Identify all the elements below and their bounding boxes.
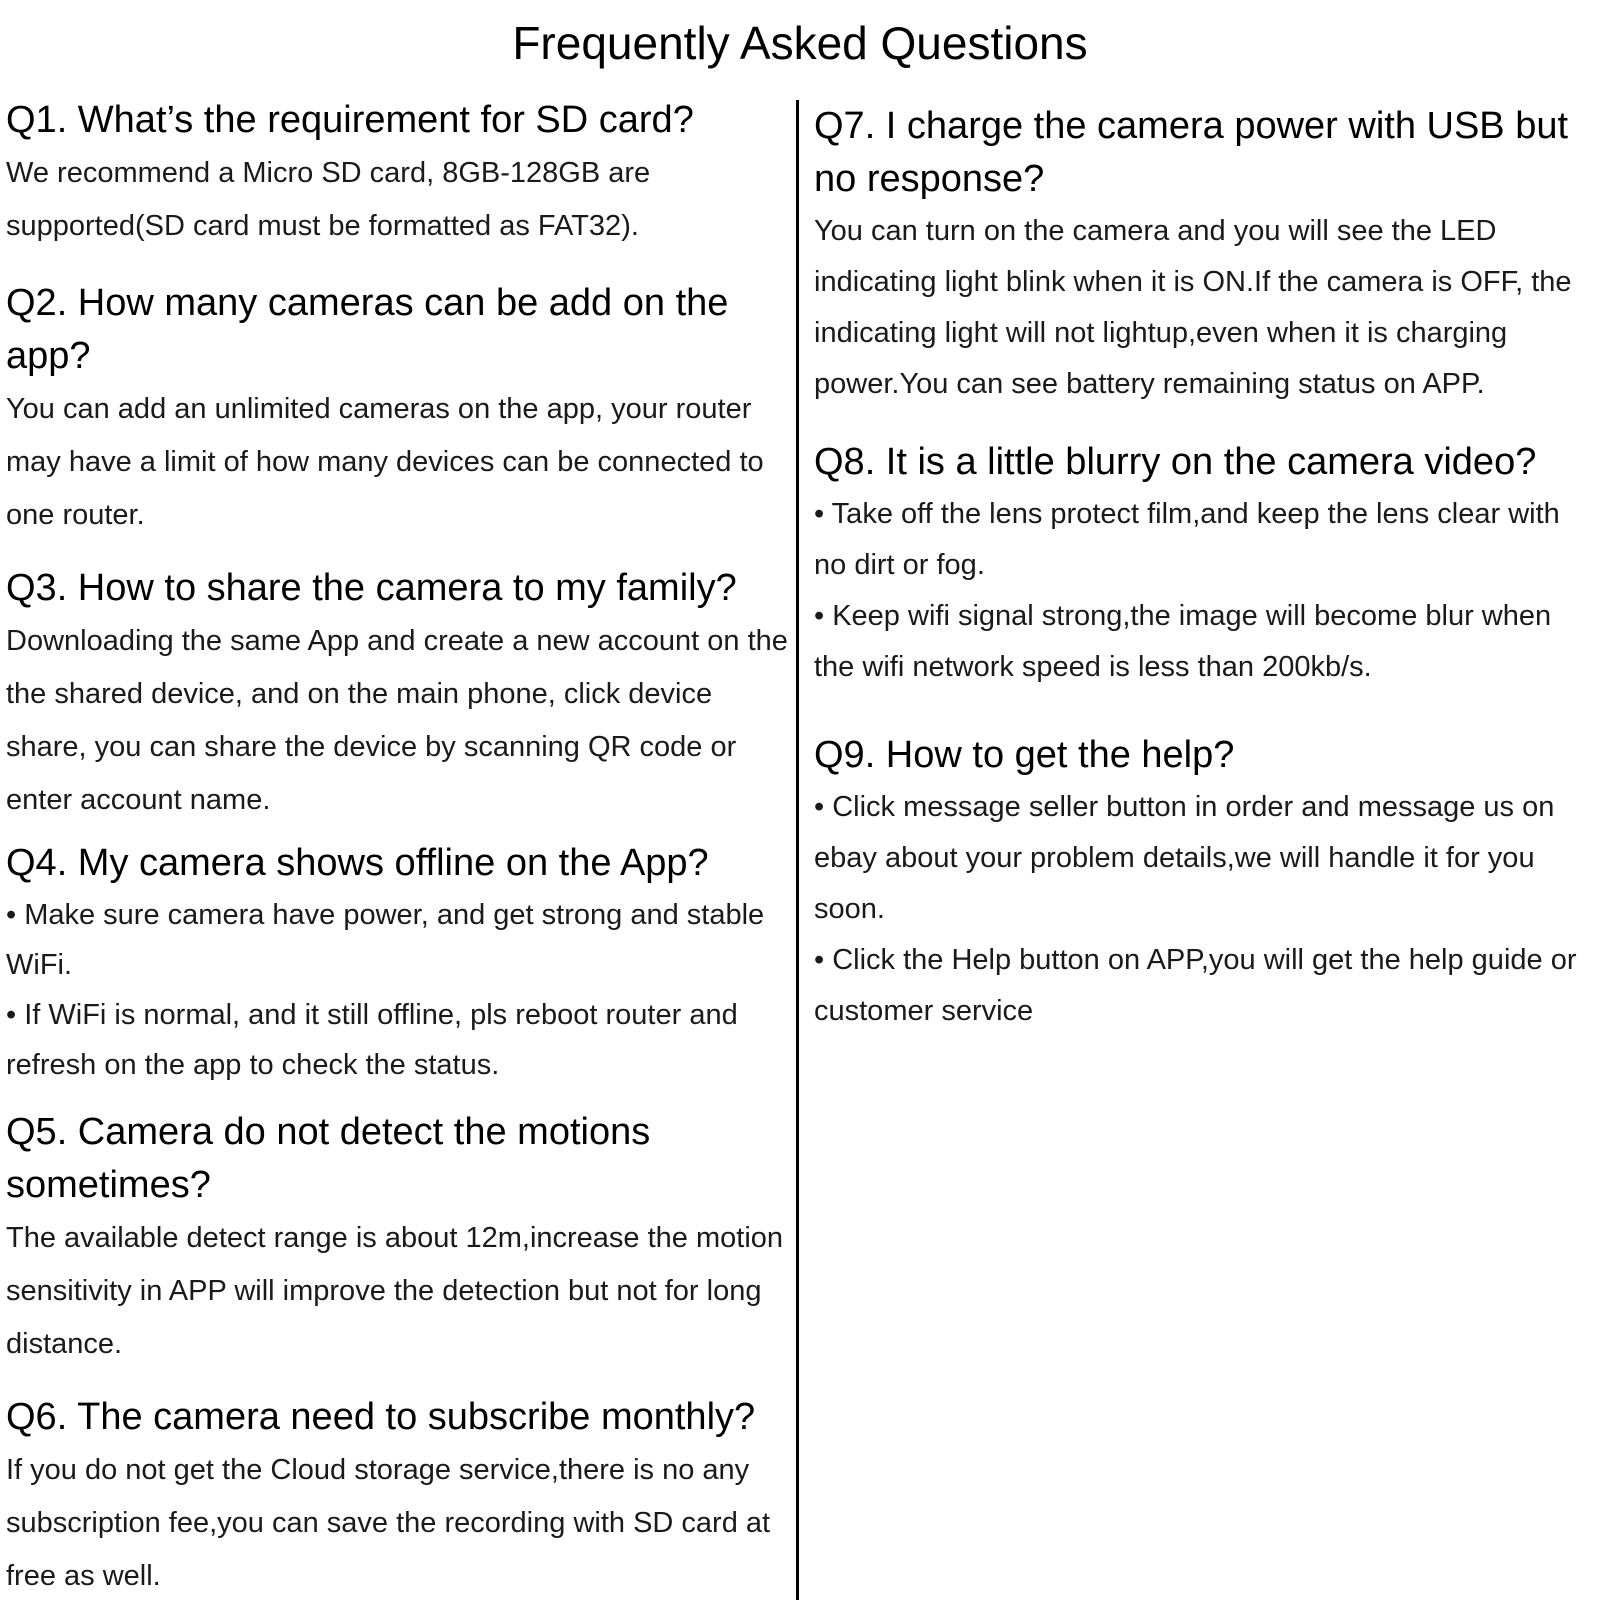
faq-bullet: • If WiFi is normal, and it still offline, pls reboot router and refresh on the app to check the status. xyxy=(6,999,738,1081)
faq-item-q4 xyxy=(6,837,788,1090)
faq-bullet: • Click the Help button on APP,you will get the help guide or customer service xyxy=(814,944,1577,1027)
faq-question: Q3. How to share the camera to my family? xyxy=(6,567,737,609)
faq-answer: Downloading the same App and create a new account on the the shared device, and on the main phone, click device share, you can share the device by scanning QR code or enter account name. xyxy=(6,625,788,816)
faq-item-q1 xyxy=(6,94,788,253)
faq-left-column xyxy=(6,94,788,1603)
faq-item-q3 xyxy=(6,562,788,827)
faq-item-q6 xyxy=(6,1391,788,1603)
faq-question: Q1. What’s the requirement for SD card? xyxy=(6,99,694,141)
faq-answer: The available detect range is about 12m,increase the motion sensitivity in APP will improve the detection but not for long distance. xyxy=(6,1222,784,1360)
faq-question: Q4. My camera shows offline on the App? xyxy=(6,842,709,884)
faq-question: Q7. I charge the camera power with USB but no response? xyxy=(814,105,1569,200)
faq-bullet: • Make sure camera have power, and get strong and stable WiFi. xyxy=(6,899,765,981)
faq-answer: If you do not get the Cloud storage service,there is no any subscription fee,you can save the recording with SD card at free as well. xyxy=(6,1454,771,1592)
faq-item-q9 xyxy=(814,729,1596,1037)
faq-bullet: • Take off the lens protect film,and keep the lens clear with no dirt or fog. xyxy=(814,498,1560,581)
faq-question: Q9. How to get the help? xyxy=(814,734,1235,776)
faq-question: Q6. The camera need to subscribe monthly? xyxy=(6,1396,756,1438)
column-divider xyxy=(796,100,799,1600)
faq-right-column xyxy=(814,100,1596,1037)
faq-item-q5 xyxy=(6,1106,788,1371)
faq-answer: You can turn on the camera and you will see the LED indicating light blink when it is ON.If the camera is OFF, the indicating light will not lightup,even when it is charging power.You can see battery remaining status on APP. xyxy=(814,215,1572,400)
faq-answer: We recommend a Micro SD card, 8GB-128GB are supported(SD card must be formatted as FAT32). xyxy=(6,157,651,242)
faq-item-q8 xyxy=(814,436,1596,693)
page-title: Frequently Asked Questions xyxy=(512,17,1088,69)
faq-answer: You can add an unlimited cameras on the app, your router may have a limit of how many devices can be connected to one router. xyxy=(6,393,764,531)
faq-bullet: • Click message seller button in order and message us on ebay about your problem details,we will handle it for you soon. xyxy=(814,791,1555,925)
faq-question: Q5. Camera do not detect the motions sometimes? xyxy=(6,1111,651,1206)
faq-question: Q2. How many cameras can be add on the app? xyxy=(6,282,729,377)
faq-item-q7 xyxy=(814,100,1596,410)
faq-item-q2 xyxy=(6,277,788,542)
faq-question: Q8. It is a little blurry on the camera video? xyxy=(814,441,1537,483)
faq-bullet: • Keep wifi signal strong,the image will become blur when the wifi network speed is less than 200kb/s. xyxy=(814,600,1552,683)
